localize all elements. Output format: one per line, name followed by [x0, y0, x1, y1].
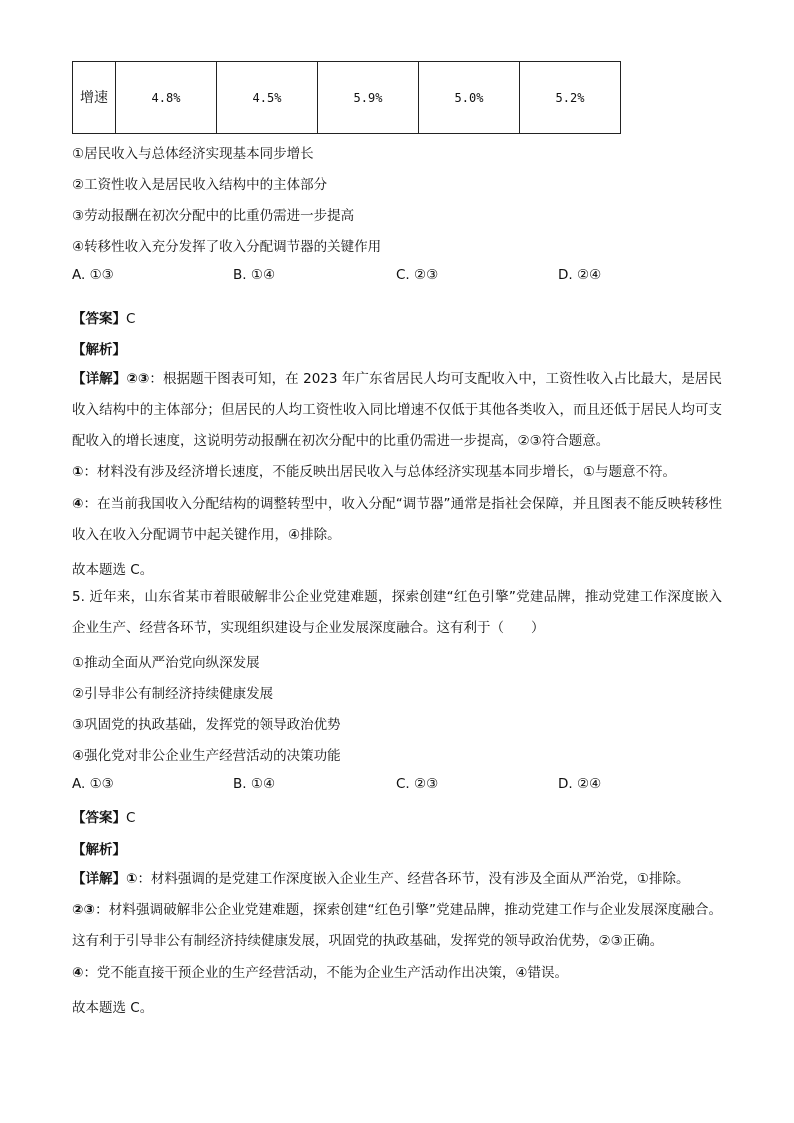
q4-statement-2: ②工资性收入是居民收入结构中的主体部分	[72, 177, 328, 193]
q4-statement-3: ③劳动报酬在初次分配中的比重仍需进一步提高	[72, 208, 355, 224]
q5-option-c: C. ②③	[396, 776, 439, 792]
q5-conclusion: 故本题选 C。	[72, 1000, 154, 1016]
detail-mark: ④	[72, 496, 84, 512]
detail-mark: ①	[126, 871, 138, 887]
q5-statement-1: ①推动全面从严治党向纵深发展	[72, 655, 260, 671]
q4-detail-1	[72, 364, 722, 457]
growth-rate-table	[72, 61, 621, 134]
analysis-label: 【解析】	[72, 842, 126, 858]
q4-option-d: D. ②④	[558, 267, 602, 283]
q4-statement-1: ①居民收入与总体经济实现基本同步增长	[72, 146, 314, 162]
q4-option-b: B. ①④	[233, 267, 276, 283]
detail-mark: ②③	[126, 371, 150, 387]
answer-value: C	[126, 311, 136, 327]
detail-text: ：材料没有涉及经济增长速度，不能反映出居民收入与总体经济实现基本同步增长，①与题意不符。	[83, 464, 677, 480]
answer-label: 【答案】	[72, 311, 126, 327]
detail-text: ：党不能直接干预企业的生产经营活动，不能为企业生产活动作出决策，④错误。	[83, 965, 569, 981]
answer-value: C	[126, 810, 136, 826]
q5-statement-4: ④强化党对非公企业生产经营活动的决策功能	[72, 748, 341, 764]
analysis-label: 【解析】	[72, 342, 126, 358]
q5-detail-1	[72, 864, 722, 895]
q5-answer	[72, 806, 135, 826]
table-cell: 4.8%	[116, 62, 217, 134]
table-cell: 5.2%	[520, 62, 621, 134]
q5-statement-3: ③巩固党的执政基础，发挥党的领导政治优势	[72, 717, 341, 733]
table-cell: 5.9%	[318, 62, 419, 134]
q5-statement-2: ②引导非公有制经济持续健康发展	[72, 686, 274, 702]
q5-analysis-label	[72, 838, 126, 858]
q5-detail-3	[72, 958, 722, 989]
q4-conclusion: 故本题选 C。	[72, 562, 154, 578]
q5-option-b: B. ①④	[233, 776, 276, 792]
answer-label: 【答案】	[72, 810, 126, 826]
detail-text: ：材料强调的是党建工作深度嵌入企业生产、经营各环节，没有涉及全面从严治党，①排除。	[137, 871, 690, 887]
detail-mark: ④	[72, 965, 84, 981]
q5-detail-2	[72, 895, 722, 957]
detail-text: ：材料强调破解非公企业党建难题，探索创建“红色引擎”党建品牌，推动党建工作与企业发展深度融合。这有利于引导非公有制经济持续健康发展，巩固党的执政基础，发挥党的领导政治优势，②③正确。	[72, 902, 722, 949]
q4-option-c: C. ②③	[396, 267, 439, 283]
q4-answer	[72, 307, 135, 327]
q4-detail-2	[72, 457, 722, 488]
q5-option-a: A. ①③	[72, 776, 114, 792]
q5-option-d: D. ②④	[558, 776, 602, 792]
detail-label: 【详解】	[72, 371, 127, 387]
q4-analysis-label	[72, 338, 126, 358]
detail-mark: ②③	[72, 902, 96, 918]
q4-detail-3	[72, 489, 722, 551]
detail-label: 【详解】	[72, 871, 126, 887]
q4-statement-4: ④转移性收入充分发挥了收入分配调节器的关键作用	[72, 239, 382, 255]
table-cell: 5.0%	[419, 62, 520, 134]
q5-stem: 5. 近年来，山东省某市着眼破解非公企业党建难题，探索创建“红色引擎”党建品牌，推动党建工作深度嵌入企业生产、经营各环节，实现组织建设与企业发展深度融合。这有利于（ ）	[72, 589, 722, 636]
table-row	[73, 62, 621, 134]
detail-text: ：根据题干图表可知，在 2023 年广东省居民人均可支配收入中，工资性收入占比最大，是居民收入结构中的主体部分；但居民的人均工资性收入同比增速不仅低于其他各类收入，而且还低于居民人均可支配收入的增长速度，这说明劳动报酬在初次分配中的比重仍需进一步提高，②③符合题意。	[72, 371, 722, 449]
table-header-cell: 增速	[73, 62, 116, 134]
detail-mark: ①	[72, 464, 84, 480]
q4-option-a: A. ①③	[72, 267, 114, 283]
detail-text: ：在当前我国收入分配结构的调整转型中，收入分配“调节器”通常是指社会保障，并且图表不能反映转移性收入在收入分配调节中起关键作用，④排除。	[72, 496, 722, 543]
table-cell: 4.5%	[217, 62, 318, 134]
